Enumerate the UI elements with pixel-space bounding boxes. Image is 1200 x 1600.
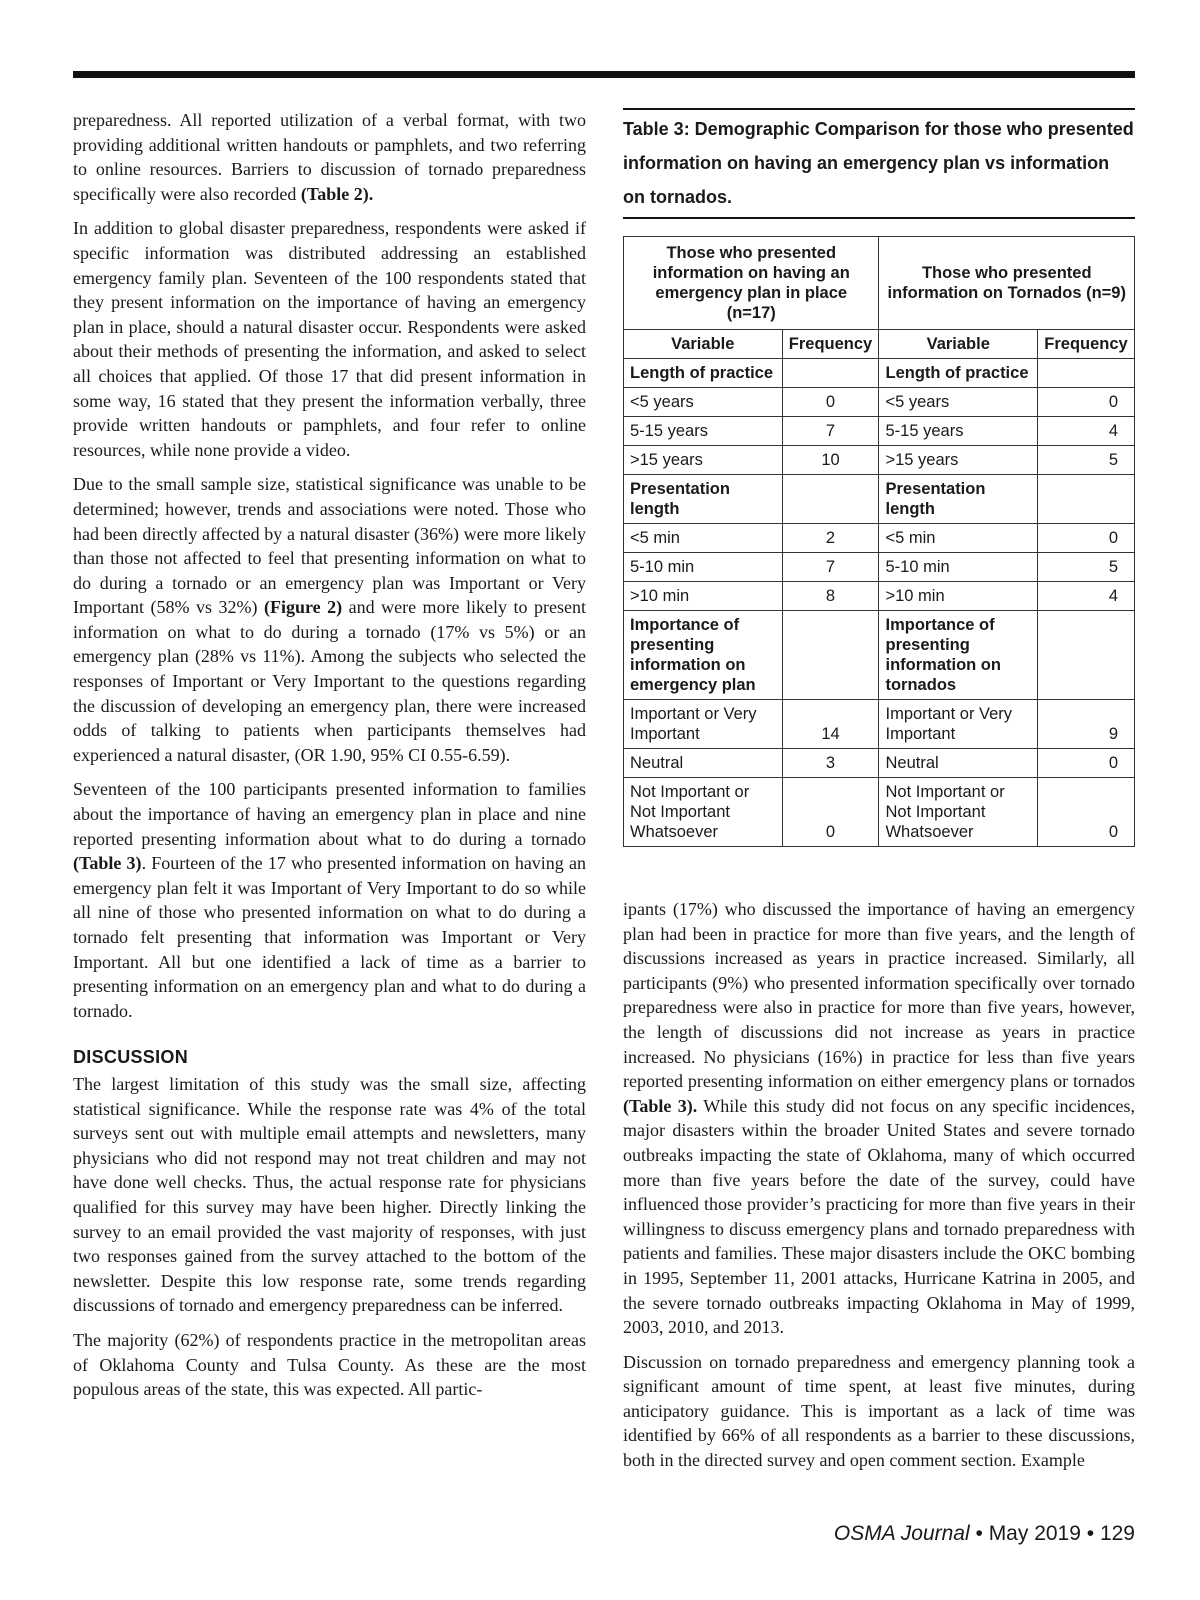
cell-frequency (782, 359, 879, 388)
column-header-variable: Variable (624, 330, 783, 359)
cell-frequency: 0 (1038, 778, 1135, 847)
cell-variable: Not Important or Not Important Whatsoever (624, 778, 783, 847)
cell-variable: 5-10 min (624, 553, 783, 582)
column-header-variable: Variable (879, 330, 1038, 359)
cell-frequency: 14 (782, 700, 879, 749)
cell-variable: Importance of presenting information on emergency plan (624, 611, 783, 700)
table-row (624, 359, 1135, 388)
cell-frequency: 10 (782, 446, 879, 475)
cell-variable: Presentation length (624, 475, 783, 524)
cell-variable: 5-10 min (879, 553, 1038, 582)
cell-variable: Not Important or Not Important Whatsoever (879, 778, 1038, 847)
cell-frequency (1038, 475, 1135, 524)
table-group-header-right: Those who presented information on Tornados (n=9) (879, 237, 1135, 330)
cell-frequency: 9 (1038, 700, 1135, 749)
cell-variable: Length of practice (624, 359, 783, 388)
cell-variable: <5 min (624, 524, 783, 553)
cell-frequency: 0 (782, 388, 879, 417)
cell-variable: Neutral (879, 749, 1038, 778)
table-row (624, 582, 1135, 611)
paragraph: In addition to global disaster preparedness, respondents were asked if specific information was distributed addressing an established emergency family plan. Seventeen of the 100 respondents stated that they present information on the importance of having an emergency plan in place, should a natural disaster occur. Respondents were asked about their methods of presenting the information, and asked to select all choices that applied. Of those 17 that did present information in some way, 16 stated that they present the information verbally, three provide written handouts or pamphlets, and four refer to online resources, while none provide a video. (73, 218, 586, 460)
cell-frequency (1038, 611, 1135, 700)
cell-frequency: 0 (782, 778, 879, 847)
cell-variable: Length of practice (879, 359, 1038, 388)
cell-frequency: 0 (1038, 524, 1135, 553)
cell-frequency (782, 611, 879, 700)
cell-variable: <5 years (624, 388, 783, 417)
right-column (623, 897, 1135, 1483)
cell-frequency (1038, 359, 1135, 388)
table-row (624, 553, 1135, 582)
paragraph: Discussion on tornado preparedness and emergency planning took a significant amount of time spent, at least five minutes, during anticipatory guidance. This is important as a lack of time was identified by 66% of all respondents as a barrier to these discussions, both in the directed survey and open comment section. Example (623, 1351, 1135, 1471)
table-row (624, 475, 1135, 524)
table-row (624, 778, 1135, 847)
table-row (624, 749, 1135, 778)
cell-variable: >10 min (879, 582, 1038, 611)
issue-date: May 2019 (988, 1522, 1081, 1545)
cell-frequency: 5 (1038, 553, 1135, 582)
cell-variable: <5 years (879, 388, 1038, 417)
table-row (624, 417, 1135, 446)
cell-frequency: 4 (1038, 582, 1135, 611)
left-column (73, 108, 586, 1412)
cell-variable: Important or Very Important (624, 700, 783, 749)
paragraph: Seventeen of the 100 participants presented information to families about the importance of having an emergency plan in place and nine reported presenting information about what to do during a tornado (Table 3). Fourteen of the 17 who presented information on having an emergency plan felt it was Important of Very Important to do so while all nine of those who presented information on what to do during a tornado felt presenting that information was Important or Very Important. All but one identified a lack of time as a barrier to presenting information on an emergency plan and what to do during a tornado. (73, 779, 587, 1021)
table-row (624, 388, 1135, 417)
paragraph: The largest limitation of this study was the small size, affecting statistical significance. While the response rate was 4% of the total surveys sent out with multiple email attempts and newsletters, many physicians who did not respond may not treat children and may not have done well checks. Thus, the actual response rate for physicians qualified for this survey may have been higher. Directly linking the survey to an email provided the vast majority of responses, with just two responses gained from the survey attached to the bottom of the newsletter. Despite this low response rate, some trends regarding discussions of tornado and emergency preparedness can be inferred. (73, 1073, 586, 1316)
cell-variable: >15 years (624, 446, 783, 475)
paragraph: preparedness. All reported utilization of a verbal format, with two providing additional written handouts or pamphlets, and two referring to online resources. Barriers to discussion of tornado preparedness specifically were also recorded (Table 2). (73, 110, 586, 204)
table-row (624, 611, 1135, 700)
cell-frequency: 3 (782, 749, 879, 778)
cell-frequency: 5 (1038, 446, 1135, 475)
cell-variable: 5-15 years (624, 417, 783, 446)
cell-frequency: 0 (1038, 388, 1135, 417)
cell-frequency (782, 475, 879, 524)
cell-frequency: 4 (1038, 417, 1135, 446)
cell-frequency: 2 (782, 524, 879, 553)
cell-frequency: 8 (782, 582, 879, 611)
page-footer: OSMA Journal • May 2019 • 129 (833, 1522, 1135, 1545)
cell-variable: <5 min (879, 524, 1038, 553)
cell-frequency: 7 (782, 553, 879, 582)
paragraph: The majority (62%) of respondents practice in the metropolitan areas of Oklahoma County and Tulsa County. As these are the most populous areas of the state, this was expected. All partic- (73, 1329, 586, 1400)
cell-frequency: 0 (1038, 749, 1135, 778)
section-heading: DISCUSSION (73, 1047, 189, 1068)
table-row (624, 524, 1135, 553)
column-header-frequency: Frequency (1038, 330, 1135, 359)
cell-variable: Neutral (624, 749, 783, 778)
table-group-header-left: Those who presented information on having an emergency plan in place (n=17) (624, 237, 879, 330)
table-3 (623, 236, 1135, 847)
top-rule (73, 71, 1135, 78)
page-number: 129 (1099, 1522, 1135, 1545)
table-row (624, 700, 1135, 749)
table-caption-block (623, 108, 1135, 219)
paragraph: ipants (17%) who discussed the importance of having an emergency plan had been in practice for more than five years, and the length of discussions increased as years in practice increased. Similarly, all participants (9%) who presented information specifically over tornado preparedness were also in practice for more than five years, however, the length of discussions did not increase as years in practice increased. No physicians (16%) in practice for less than five years reported presenting information on either emergency plans or tornados (Table 3). While this study did not focus on any specific incidences, major disasters within the broader United States and severe tornado outbreaks impacting the state of Oklahoma, many of which occurred more than five years before the date of the survey, could have influenced those provider’s practicing for more than five years in their willingness to discuss emergency plans and tornado preparedness with patients and families. These major disasters include the OKC bombing in 1995, September 11, 2001 attacks, Hurricane Katrina in 2005, and the severe tornado outbreaks impacting Oklahoma in May of 1999, 2003, 2010, and 2013. (623, 899, 1135, 1338)
column-header-frequency: Frequency (782, 330, 879, 359)
cell-variable: Important or Very Important (879, 700, 1038, 749)
table-caption: Table 3: Demographic Comparison for those who presented information on having an emergency plan vs information on tornados. (623, 108, 1135, 219)
cell-variable: >15 years (879, 446, 1038, 475)
journal-name: OSMA Journal (833, 1522, 970, 1545)
cell-variable: >10 min (624, 582, 783, 611)
table-row (624, 446, 1135, 475)
cell-variable: Importance of presenting information on tornados (879, 611, 1038, 700)
cell-variable: Presentation length (879, 475, 1038, 524)
cell-frequency: 7 (782, 417, 879, 446)
paragraph: Due to the small sample size, statistical significance was unable to be determined; however, trends and associations were noted. Those who had been directly affected by a natural disaster (36%) were more likely than those not affected to feel that presenting information on what to do during a tornado or an emergency plan was Important or Very Important (58% vs 32%) (Figure 2) and were more likely to present information on what to do during a tornado (17% vs 5%) or an emergency plan (28% vs 11%). Among the subjects who selected the responses of Important or Very Important to the questions regarding the discussion of developing an emergency plan, there were increased odds of talking to patients when participants themselves had experienced a natural disaster, (OR 1.90, 95% CI 0.55-6.59). (73, 474, 587, 765)
cell-variable: 5-15 years (879, 417, 1038, 446)
